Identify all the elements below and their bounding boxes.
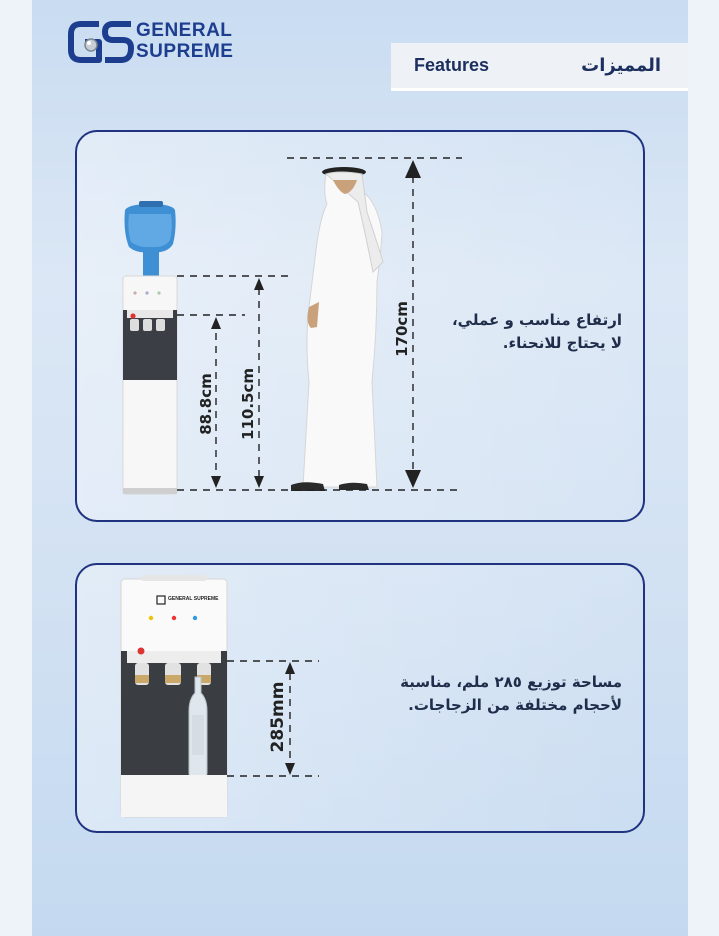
person-silhouette-illustration — [291, 167, 383, 491]
dispensing-space-label: 285mm — [268, 681, 288, 753]
tap-height-label: 88.8cm — [197, 373, 215, 435]
dispensing-space-description — [362, 671, 622, 717]
person-height-label: 170cm — [393, 301, 411, 357]
height-feature-description — [432, 309, 622, 355]
dispensing-description-line1: مساحة توزيع ٢٨٥ ملم، مناسبة — [400, 673, 622, 691]
dispenser-height-label: 110.5cm — [239, 368, 257, 440]
brand-name — [136, 20, 233, 62]
dispensing-description-line2: لأحجام مختلفة من الزجاجات. — [408, 696, 622, 714]
dispensing-space-feature-card — [75, 563, 645, 833]
brand-name-line2: SUPREME — [136, 41, 234, 62]
water-dispenser-closeup-illustration — [121, 575, 227, 817]
water-dispenser-illustration — [123, 201, 177, 494]
dispenser-badge-text: GENERAL SUPREME — [168, 596, 219, 602]
section-header — [391, 43, 688, 91]
brand-logo — [69, 20, 259, 66]
height-description-line1: ارتفاع مناسب و عملي، — [451, 311, 622, 329]
brand-name-line1: GENERAL — [136, 20, 233, 41]
features-page — [32, 0, 688, 936]
header-title-ar: المميزات — [581, 55, 661, 76]
height-feature-card — [75, 130, 645, 522]
brand-logo-icon — [69, 20, 133, 64]
header-title-en: Features — [414, 55, 490, 75]
height-description-line2: لا يحتاج للانحناء. — [502, 334, 622, 352]
